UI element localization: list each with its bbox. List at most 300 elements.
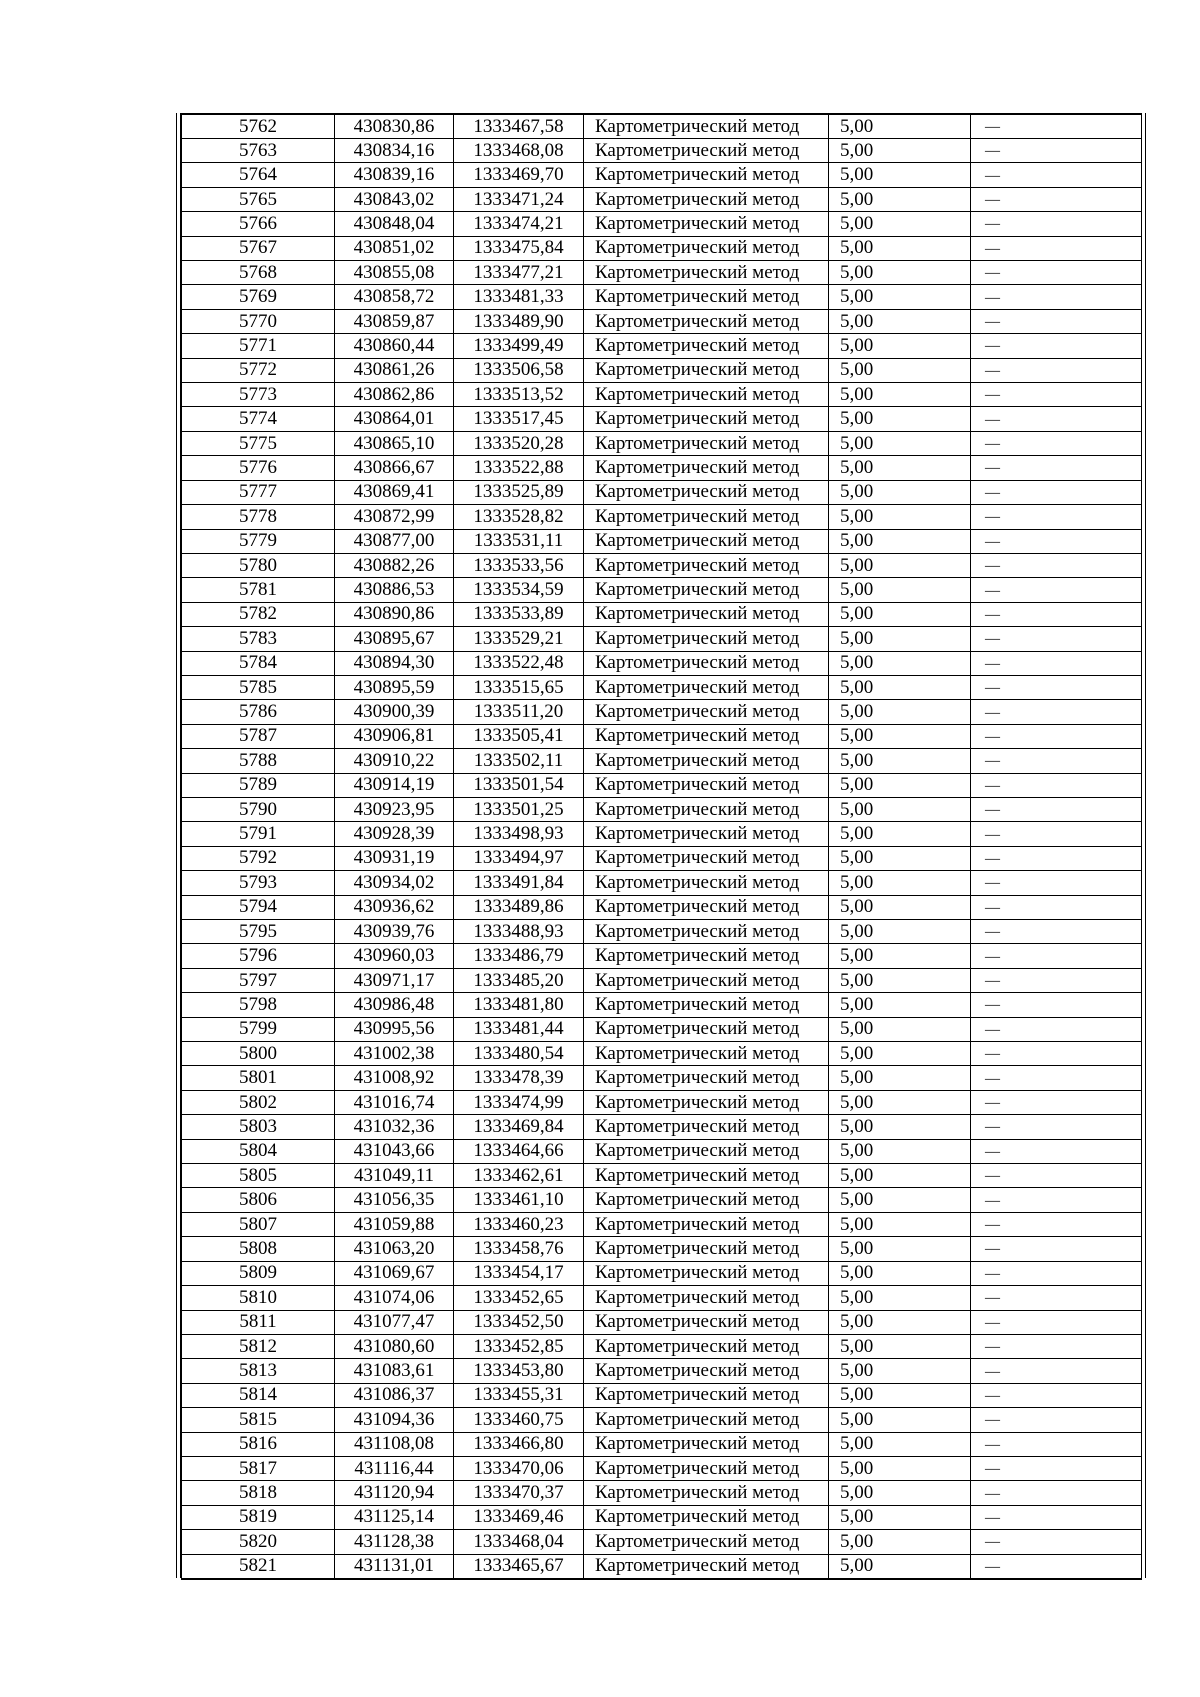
- x-coordinate-cell: 430834,16: [335, 139, 454, 163]
- point-number-cell: 5783: [182, 627, 335, 651]
- accuracy-cell: 5,00: [829, 920, 971, 944]
- method-cell: Картометрический метод: [584, 846, 829, 870]
- method-cell: Картометрический метод: [584, 1286, 829, 1310]
- x-coordinate-cell: 430882,26: [335, 553, 454, 577]
- x-coordinate-cell: 431074,06: [335, 1286, 454, 1310]
- table-row: [182, 553, 1142, 577]
- y-coordinate-cell: 1333494,97: [454, 846, 584, 870]
- point-number-cell: 5782: [182, 602, 335, 626]
- method-cell: Картометрический метод: [584, 749, 829, 773]
- accuracy-cell: 5,00: [829, 212, 971, 236]
- table-row: [182, 1237, 1142, 1261]
- dash-value: —: [985, 680, 1000, 697]
- point-number-cell: 5787: [182, 724, 335, 748]
- point-number-cell: 5798: [182, 993, 335, 1017]
- y-coordinate-cell: 1333513,52: [454, 383, 584, 407]
- accuracy-cell: 5,00: [829, 334, 971, 358]
- table-row: [182, 383, 1142, 407]
- description-cell: [971, 993, 1142, 1017]
- method-cell: Картометрический метод: [584, 431, 829, 455]
- point-number-cell: 5811: [182, 1310, 335, 1334]
- accuracy-cell: 5,00: [829, 407, 971, 431]
- coordinates-table: [181, 113, 1142, 1580]
- y-coordinate-cell: 1333467,58: [454, 114, 584, 139]
- accuracy-cell: 5,00: [829, 1164, 971, 1188]
- description-cell: [971, 797, 1142, 821]
- method-cell: Картометрический метод: [584, 236, 829, 260]
- table-row: [182, 1115, 1142, 1139]
- method-cell: Картометрический метод: [584, 773, 829, 797]
- description-cell: [971, 1481, 1142, 1505]
- x-coordinate-cell: 430862,86: [335, 383, 454, 407]
- description-cell: [971, 285, 1142, 309]
- y-coordinate-cell: 1333533,56: [454, 553, 584, 577]
- table-row: [182, 1017, 1142, 1041]
- point-number-cell: 5789: [182, 773, 335, 797]
- x-coordinate-cell: 431120,94: [335, 1481, 454, 1505]
- x-coordinate-cell: 430866,67: [335, 456, 454, 480]
- x-coordinate-cell: 431116,44: [335, 1456, 454, 1480]
- x-coordinate-cell: 431008,92: [335, 1066, 454, 1090]
- description-cell: [971, 407, 1142, 431]
- method-cell: Картометрический метод: [584, 1505, 829, 1529]
- y-coordinate-cell: 1333477,21: [454, 261, 584, 285]
- y-coordinate-cell: 1333520,28: [454, 431, 584, 455]
- x-coordinate-cell: 431059,88: [335, 1212, 454, 1236]
- point-number-cell: 5805: [182, 1164, 335, 1188]
- y-coordinate-cell: 1333531,11: [454, 529, 584, 553]
- point-number-cell: 5773: [182, 383, 335, 407]
- y-coordinate-cell: 1333470,37: [454, 1481, 584, 1505]
- accuracy-cell: 5,00: [829, 529, 971, 553]
- y-coordinate-cell: 1333488,93: [454, 920, 584, 944]
- dash-value: —: [985, 1314, 1000, 1331]
- x-coordinate-cell: 431077,47: [335, 1310, 454, 1334]
- method-cell: Картометрический метод: [584, 456, 829, 480]
- table-row: [182, 920, 1142, 944]
- point-number-cell: 5778: [182, 505, 335, 529]
- accuracy-cell: 5,00: [829, 431, 971, 455]
- table-row: [182, 1432, 1142, 1456]
- point-number-cell: 5802: [182, 1090, 335, 1114]
- method-cell: Картометрический метод: [584, 163, 829, 187]
- description-cell: [971, 431, 1142, 455]
- table-row: [182, 114, 1142, 139]
- x-coordinate-cell: 430939,76: [335, 920, 454, 944]
- point-number-cell: 5816: [182, 1432, 335, 1456]
- accuracy-cell: 5,00: [829, 1237, 971, 1261]
- description-cell: [971, 1530, 1142, 1554]
- table-row: [182, 1090, 1142, 1114]
- method-cell: Картометрический метод: [584, 1334, 829, 1358]
- x-coordinate-cell: 430861,26: [335, 358, 454, 382]
- accuracy-cell: 5,00: [829, 968, 971, 992]
- y-coordinate-cell: 1333522,88: [454, 456, 584, 480]
- table-row: [182, 944, 1142, 968]
- description-cell: [971, 505, 1142, 529]
- accuracy-cell: 5,00: [829, 944, 971, 968]
- description-cell: [971, 871, 1142, 895]
- description-cell: [971, 749, 1142, 773]
- description-cell: [971, 529, 1142, 553]
- accuracy-cell: 5,00: [829, 1017, 971, 1041]
- description-cell: [971, 920, 1142, 944]
- coordinates-table-frame: [176, 113, 1146, 1578]
- y-coordinate-cell: 1333469,46: [454, 1505, 584, 1529]
- table-row: [182, 1042, 1142, 1066]
- dash-value: —: [985, 753, 1000, 770]
- method-cell: Картометрический метод: [584, 1432, 829, 1456]
- accuracy-cell: 5,00: [829, 1408, 971, 1432]
- y-coordinate-cell: 1333452,65: [454, 1286, 584, 1310]
- description-cell: [971, 1042, 1142, 1066]
- point-number-cell: 5803: [182, 1115, 335, 1139]
- x-coordinate-cell: 431049,11: [335, 1164, 454, 1188]
- accuracy-cell: 5,00: [829, 309, 971, 333]
- description-cell: [971, 1261, 1142, 1285]
- table-row: [182, 163, 1142, 187]
- y-coordinate-cell: 1333462,61: [454, 1164, 584, 1188]
- dash-value: —: [985, 1192, 1000, 1209]
- dash-value: —: [985, 1095, 1000, 1112]
- table-row: [182, 724, 1142, 748]
- point-number-cell: 5801: [182, 1066, 335, 1090]
- accuracy-cell: 5,00: [829, 114, 971, 139]
- accuracy-cell: 5,00: [829, 1139, 971, 1163]
- accuracy-cell: 5,00: [829, 1310, 971, 1334]
- accuracy-cell: 5,00: [829, 480, 971, 504]
- accuracy-cell: 5,00: [829, 285, 971, 309]
- x-coordinate-cell: 431063,20: [335, 1237, 454, 1261]
- dash-value: —: [985, 1265, 1000, 1282]
- description-cell: [971, 627, 1142, 651]
- table-row: [182, 846, 1142, 870]
- y-coordinate-cell: 1333481,33: [454, 285, 584, 309]
- method-cell: Картометрический метод: [584, 797, 829, 821]
- description-cell: [971, 261, 1142, 285]
- y-coordinate-cell: 1333461,10: [454, 1188, 584, 1212]
- point-number-cell: 5791: [182, 822, 335, 846]
- y-coordinate-cell: 1333511,20: [454, 700, 584, 724]
- accuracy-cell: 5,00: [829, 822, 971, 846]
- description-cell: [971, 1115, 1142, 1139]
- dash-value: —: [985, 289, 1000, 306]
- dash-value: —: [985, 240, 1000, 257]
- accuracy-cell: 5,00: [829, 139, 971, 163]
- table-row: [182, 1188, 1142, 1212]
- y-coordinate-cell: 1333533,89: [454, 602, 584, 626]
- y-coordinate-cell: 1333517,45: [454, 407, 584, 431]
- y-coordinate-cell: 1333498,93: [454, 822, 584, 846]
- table-row: [182, 749, 1142, 773]
- x-coordinate-cell: 430855,08: [335, 261, 454, 285]
- dash-value: —: [985, 655, 1000, 672]
- x-coordinate-cell: 431128,38: [335, 1530, 454, 1554]
- accuracy-cell: 5,00: [829, 773, 971, 797]
- accuracy-cell: 5,00: [829, 651, 971, 675]
- point-number-cell: 5763: [182, 139, 335, 163]
- method-cell: Картометрический метод: [584, 602, 829, 626]
- method-cell: Картометрический метод: [584, 578, 829, 602]
- table-row: [182, 212, 1142, 236]
- description-cell: [971, 309, 1142, 333]
- method-cell: Картометрический метод: [584, 651, 829, 675]
- method-cell: Картометрический метод: [584, 1237, 829, 1261]
- accuracy-cell: 5,00: [829, 602, 971, 626]
- point-number-cell: 5762: [182, 114, 335, 139]
- point-number-cell: 5770: [182, 309, 335, 333]
- y-coordinate-cell: 1333501,25: [454, 797, 584, 821]
- method-cell: Картометрический метод: [584, 1042, 829, 1066]
- dash-value: —: [985, 558, 1000, 575]
- method-cell: Картометрический метод: [584, 114, 829, 139]
- method-cell: Картометрический метод: [584, 1359, 829, 1383]
- method-cell: Картометрический метод: [584, 822, 829, 846]
- accuracy-cell: 5,00: [829, 1212, 971, 1236]
- table-row: [182, 1554, 1142, 1579]
- table-row: [182, 1139, 1142, 1163]
- dash-value: —: [985, 1290, 1000, 1307]
- method-cell: Картометрический метод: [584, 920, 829, 944]
- table-row: [182, 968, 1142, 992]
- dash-value: —: [985, 1387, 1000, 1404]
- dash-value: —: [985, 143, 1000, 160]
- description-cell: [971, 1408, 1142, 1432]
- y-coordinate-cell: 1333522,48: [454, 651, 584, 675]
- method-cell: Картометрический метод: [584, 529, 829, 553]
- table-row: [182, 1286, 1142, 1310]
- method-cell: Картометрический метод: [584, 1554, 829, 1579]
- y-coordinate-cell: 1333506,58: [454, 358, 584, 382]
- x-coordinate-cell: 430986,48: [335, 993, 454, 1017]
- accuracy-cell: 5,00: [829, 553, 971, 577]
- table-row: [182, 187, 1142, 211]
- method-cell: Картометрический метод: [584, 407, 829, 431]
- accuracy-cell: 5,00: [829, 675, 971, 699]
- dash-value: —: [985, 850, 1000, 867]
- method-cell: Картометрический метод: [584, 1115, 829, 1139]
- description-cell: [971, 358, 1142, 382]
- description-cell: [971, 139, 1142, 163]
- method-cell: Картометрический метод: [584, 212, 829, 236]
- description-cell: [971, 1066, 1142, 1090]
- accuracy-cell: 5,00: [829, 749, 971, 773]
- dash-value: —: [985, 1534, 1000, 1551]
- table-row: [182, 1066, 1142, 1090]
- point-number-cell: 5785: [182, 675, 335, 699]
- table-row: [182, 993, 1142, 1017]
- table-row: [182, 1164, 1142, 1188]
- accuracy-cell: 5,00: [829, 846, 971, 870]
- x-coordinate-cell: 430906,81: [335, 724, 454, 748]
- table-row: [182, 309, 1142, 333]
- x-coordinate-cell: 431056,35: [335, 1188, 454, 1212]
- y-coordinate-cell: 1333466,80: [454, 1432, 584, 1456]
- x-coordinate-cell: 430895,59: [335, 675, 454, 699]
- point-number-cell: 5808: [182, 1237, 335, 1261]
- x-coordinate-cell: 431108,08: [335, 1432, 454, 1456]
- description-cell: [971, 1554, 1142, 1579]
- point-number-cell: 5784: [182, 651, 335, 675]
- y-coordinate-cell: 1333491,84: [454, 871, 584, 895]
- dash-value: —: [985, 387, 1000, 404]
- y-coordinate-cell: 1333460,23: [454, 1212, 584, 1236]
- description-cell: [971, 1310, 1142, 1334]
- y-coordinate-cell: 1333471,24: [454, 187, 584, 211]
- accuracy-cell: 5,00: [829, 505, 971, 529]
- description-cell: [971, 212, 1142, 236]
- table-row: [182, 529, 1142, 553]
- y-coordinate-cell: 1333453,80: [454, 1359, 584, 1383]
- point-number-cell: 5776: [182, 456, 335, 480]
- description-cell: [971, 1090, 1142, 1114]
- method-cell: Картометрический метод: [584, 1188, 829, 1212]
- accuracy-cell: 5,00: [829, 724, 971, 748]
- description-cell: [971, 456, 1142, 480]
- accuracy-cell: 5,00: [829, 1261, 971, 1285]
- y-coordinate-cell: 1333505,41: [454, 724, 584, 748]
- accuracy-cell: 5,00: [829, 1432, 971, 1456]
- dash-value: —: [985, 777, 1000, 794]
- table-row: [182, 797, 1142, 821]
- dash-value: —: [985, 997, 1000, 1014]
- table-row: [182, 822, 1142, 846]
- table-row: [182, 871, 1142, 895]
- point-number-cell: 5780: [182, 553, 335, 577]
- x-coordinate-cell: 430860,44: [335, 334, 454, 358]
- y-coordinate-cell: 1333469,70: [454, 163, 584, 187]
- description-cell: [971, 578, 1142, 602]
- y-coordinate-cell: 1333481,44: [454, 1017, 584, 1041]
- x-coordinate-cell: 431080,60: [335, 1334, 454, 1358]
- y-coordinate-cell: 1333489,90: [454, 309, 584, 333]
- table-row: [182, 236, 1142, 260]
- table-row: [182, 1310, 1142, 1334]
- accuracy-cell: 5,00: [829, 1115, 971, 1139]
- point-number-cell: 5777: [182, 480, 335, 504]
- method-cell: Картометрический метод: [584, 309, 829, 333]
- x-coordinate-cell: 430839,16: [335, 163, 454, 187]
- dash-value: —: [985, 1485, 1000, 1502]
- y-coordinate-cell: 1333499,49: [454, 334, 584, 358]
- x-coordinate-cell: 430900,39: [335, 700, 454, 724]
- method-cell: Картометрический метод: [584, 358, 829, 382]
- point-number-cell: 5790: [182, 797, 335, 821]
- method-cell: Картометрический метод: [584, 1408, 829, 1432]
- description-cell: [971, 163, 1142, 187]
- y-coordinate-cell: 1333478,39: [454, 1066, 584, 1090]
- accuracy-cell: 5,00: [829, 1359, 971, 1383]
- table-row: [182, 1383, 1142, 1407]
- y-coordinate-cell: 1333475,84: [454, 236, 584, 260]
- point-number-cell: 5799: [182, 1017, 335, 1041]
- x-coordinate-cell: 431032,36: [335, 1115, 454, 1139]
- method-cell: Картометрический метод: [584, 261, 829, 285]
- y-coordinate-cell: 1333525,89: [454, 480, 584, 504]
- point-number-cell: 5807: [182, 1212, 335, 1236]
- table-row: [182, 505, 1142, 529]
- point-number-cell: 5768: [182, 261, 335, 285]
- x-coordinate-cell: 430886,53: [335, 578, 454, 602]
- point-number-cell: 5767: [182, 236, 335, 260]
- x-coordinate-cell: 430995,56: [335, 1017, 454, 1041]
- x-coordinate-cell: 430928,39: [335, 822, 454, 846]
- dash-value: —: [985, 1143, 1000, 1160]
- point-number-cell: 5819: [182, 1505, 335, 1529]
- description-cell: [971, 383, 1142, 407]
- point-number-cell: 5818: [182, 1481, 335, 1505]
- description-cell: [971, 773, 1142, 797]
- description-cell: [971, 1139, 1142, 1163]
- method-cell: Картометрический метод: [584, 627, 829, 651]
- table-row: [182, 1261, 1142, 1285]
- method-cell: Картометрический метод: [584, 871, 829, 895]
- description-cell: [971, 1212, 1142, 1236]
- y-coordinate-cell: 1333485,20: [454, 968, 584, 992]
- y-coordinate-cell: 1333474,21: [454, 212, 584, 236]
- accuracy-cell: 5,00: [829, 1090, 971, 1114]
- description-cell: [971, 724, 1142, 748]
- table-row: [182, 1505, 1142, 1529]
- dash-value: —: [985, 1021, 1000, 1038]
- method-cell: Картометрический метод: [584, 1383, 829, 1407]
- description-cell: [971, 602, 1142, 626]
- point-number-cell: 5794: [182, 895, 335, 919]
- accuracy-cell: 5,00: [829, 993, 971, 1017]
- y-coordinate-cell: 1333502,11: [454, 749, 584, 773]
- y-coordinate-cell: 1333480,54: [454, 1042, 584, 1066]
- table-row: [182, 334, 1142, 358]
- accuracy-cell: 5,00: [829, 797, 971, 821]
- method-cell: Картометрический метод: [584, 944, 829, 968]
- x-coordinate-cell: 430890,86: [335, 602, 454, 626]
- dash-value: —: [985, 460, 1000, 477]
- table-row: [182, 285, 1142, 309]
- x-coordinate-cell: 431131,01: [335, 1554, 454, 1579]
- dash-value: —: [985, 1412, 1000, 1429]
- table-row: [182, 139, 1142, 163]
- dash-value: —: [985, 338, 1000, 355]
- dash-value: —: [985, 411, 1000, 428]
- point-number-cell: 5796: [182, 944, 335, 968]
- method-cell: Картометрический метод: [584, 505, 829, 529]
- description-cell: [971, 1359, 1142, 1383]
- method-cell: Картометрический метод: [584, 1212, 829, 1236]
- point-number-cell: 5766: [182, 212, 335, 236]
- method-cell: Картометрический метод: [584, 968, 829, 992]
- y-coordinate-cell: 1333474,99: [454, 1090, 584, 1114]
- description-cell: [971, 1286, 1142, 1310]
- point-number-cell: 5815: [182, 1408, 335, 1432]
- description-cell: [971, 822, 1142, 846]
- y-coordinate-cell: 1333454,17: [454, 1261, 584, 1285]
- point-number-cell: 5793: [182, 871, 335, 895]
- x-coordinate-cell: 431043,66: [335, 1139, 454, 1163]
- x-coordinate-cell: 431069,67: [335, 1261, 454, 1285]
- point-number-cell: 5792: [182, 846, 335, 870]
- accuracy-cell: 5,00: [829, 700, 971, 724]
- accuracy-cell: 5,00: [829, 578, 971, 602]
- y-coordinate-cell: 1333468,04: [454, 1530, 584, 1554]
- point-number-cell: 5804: [182, 1139, 335, 1163]
- dash-value: —: [985, 582, 1000, 599]
- accuracy-cell: 5,00: [829, 456, 971, 480]
- description-cell: [971, 846, 1142, 870]
- point-number-cell: 5806: [182, 1188, 335, 1212]
- dash-value: —: [985, 802, 1000, 819]
- method-cell: Картометрический метод: [584, 1530, 829, 1554]
- y-coordinate-cell: 1333469,84: [454, 1115, 584, 1139]
